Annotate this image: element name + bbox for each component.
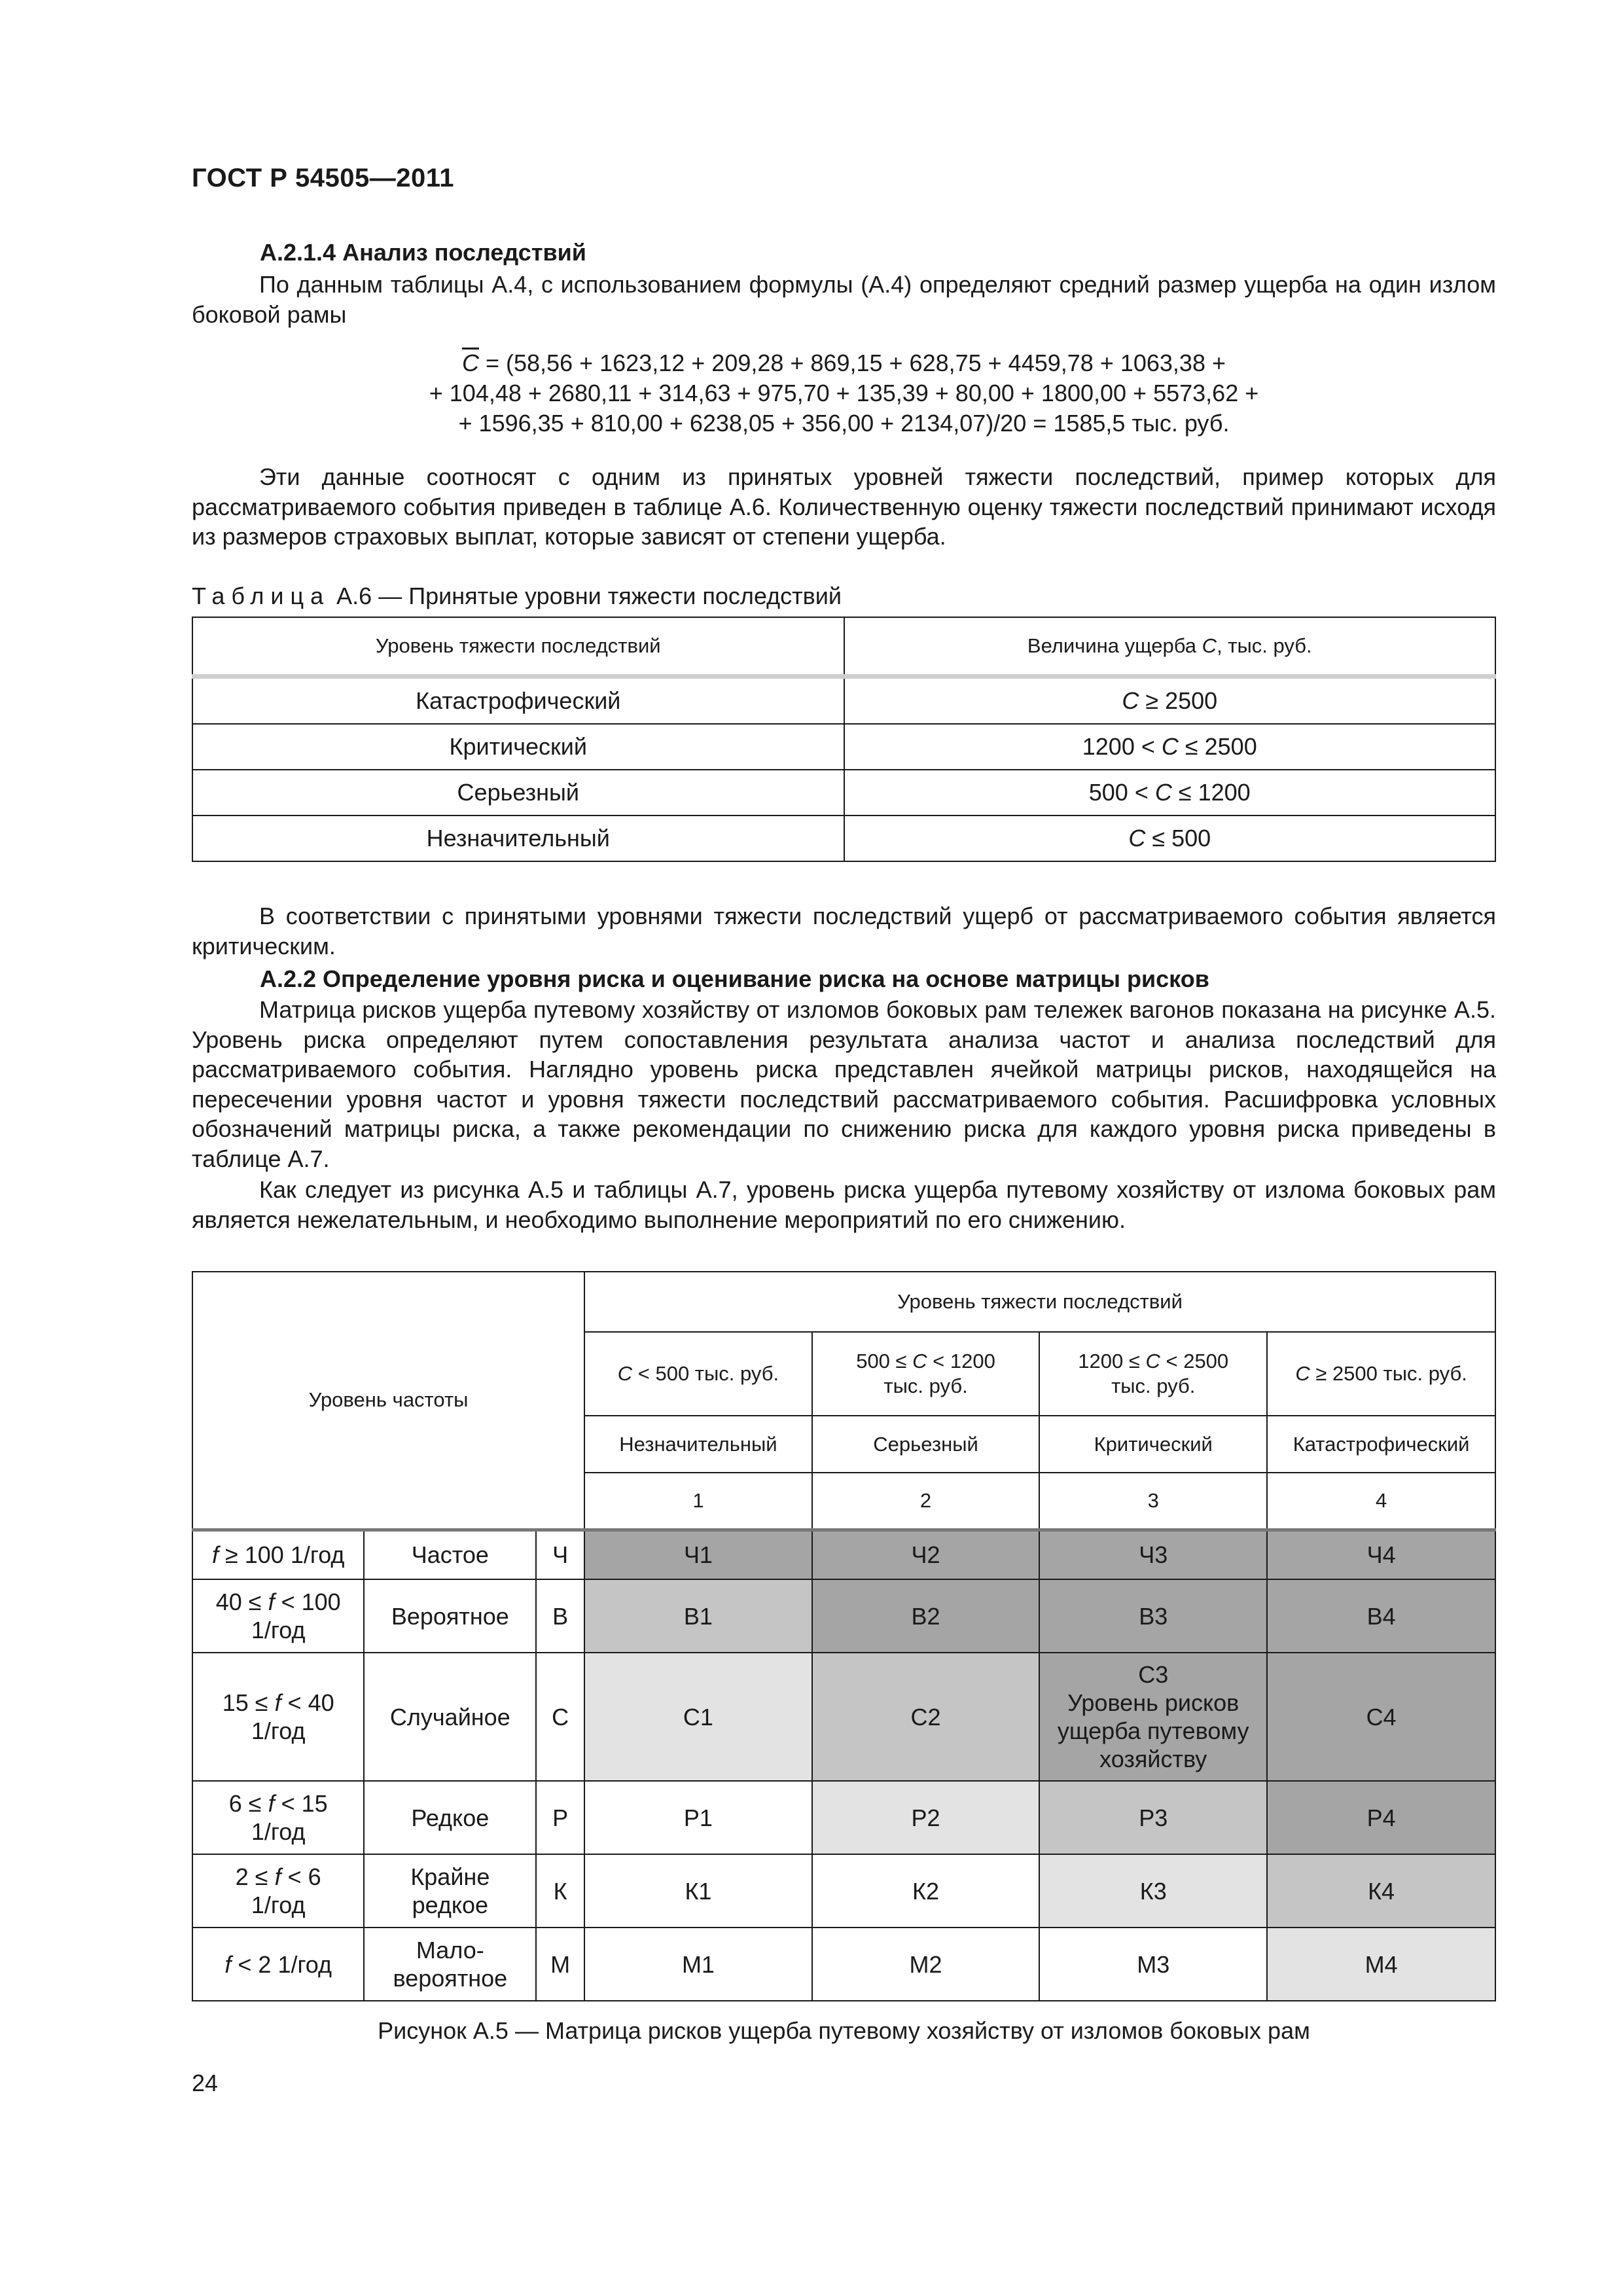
paragraph-severity-levels — [192, 462, 1496, 552]
severity-level-cell: Критический — [192, 724, 844, 770]
freq-prefix: 6 ≤ — [228, 1790, 268, 1817]
matrix-row — [192, 1653, 1495, 1781]
freq-name: Редкое — [411, 1804, 490, 1831]
range-suffix: ≤ 2500 — [1178, 733, 1257, 760]
severity-range-3 — [1039, 1332, 1267, 1416]
severity-level-1: Незначительный — [584, 1416, 812, 1473]
freq-suffix: ≥ 100 1/год — [219, 1541, 345, 1569]
range-symbol: C — [912, 1350, 927, 1372]
freq-symbol: f — [274, 1863, 281, 1890]
table-row — [192, 816, 1495, 861]
freq-unit: 1/год — [251, 1617, 306, 1643]
risk-code: В2 — [911, 1602, 940, 1630]
frequency-name-cell — [364, 1579, 536, 1653]
frequency-level-header: Уровень частоты — [192, 1272, 584, 1530]
range-suffix: ≤ 500 — [1145, 825, 1211, 852]
frequency-range-cell — [192, 1781, 364, 1854]
formula-c-symbol: $\overline{C}$ — [461, 350, 479, 376]
range-symbol: C — [617, 1362, 633, 1385]
risk-code: Ч3 — [1139, 1541, 1168, 1569]
frequency-code-cell: К — [536, 1854, 584, 1928]
paragraph-text: Эти данные соотносят с одним из принятых уровней тяжести последствий, пример которых для рассматриваемого события приведен в таблице А.6. Количественную оценку тяжести последствий принимают исходя из размеров страховых выплат, которые зависят от степени ущерба. — [192, 463, 1496, 550]
range-suffix: ≤ 1200 — [1171, 779, 1251, 806]
matrix-header-row-1 — [192, 1272, 1495, 1332]
freq-name: Частое — [411, 1541, 489, 1569]
range-unit: тыс. руб. — [1111, 1374, 1196, 1397]
severity-number-2: 2 — [812, 1473, 1039, 1530]
freq-suffix: < 15 — [274, 1790, 328, 1817]
damage-range-cell — [844, 677, 1496, 725]
range-symbol: C — [1122, 687, 1139, 714]
paragraph-matrix-result — [192, 1175, 1496, 1234]
table-a6-caption — [192, 583, 842, 610]
damage-range-cell — [844, 770, 1496, 816]
range-suffix: < 500 тыс. руб. — [632, 1362, 779, 1385]
freq-prefix: 2 ≤ — [235, 1863, 275, 1890]
paragraph-text: В соответствии с принятыми уровнями тяжести последствий ущерб от рассматриваемого события является критическим. — [192, 903, 1496, 960]
frequency-range-cell — [192, 1653, 364, 1781]
risk-cell — [812, 1854, 1039, 1928]
table-caption-title: А.6 — Принятые уровни тяжести последствий — [336, 583, 842, 609]
severity-number-1: 1 — [584, 1473, 812, 1530]
risk-cell — [1039, 1928, 1267, 2001]
severity-number-3: 3 — [1039, 1473, 1267, 1530]
freq-name: Вероятное — [391, 1602, 509, 1630]
risk-cell — [1267, 1781, 1495, 1854]
risk-code: Ч1 — [683, 1541, 713, 1569]
matrix-row — [192, 1781, 1495, 1854]
freq-name: Крайне редкое — [410, 1863, 490, 1918]
risk-code: М2 — [909, 1950, 942, 1978]
risk-code: Р1 — [683, 1804, 713, 1831]
risk-cell — [584, 1579, 812, 1653]
frequency-range-cell — [192, 1530, 364, 1579]
severity-level-cell: Катастрофический — [192, 677, 844, 725]
matrix-row — [192, 1928, 1495, 2001]
formula-line-3: + 1596,35 + 810,00 + 6238,05 + 356,00 + 2134,07)/20 = 1585,5 тыс. руб. — [458, 410, 1230, 437]
risk-code: С2 — [910, 1703, 941, 1731]
range-symbol: C — [1128, 825, 1146, 852]
frequency-name-cell — [364, 1530, 536, 1579]
risk-code: Ч2 — [911, 1541, 940, 1569]
formula-block — [192, 348, 1496, 439]
header-symbol: C — [1202, 634, 1217, 657]
section-heading-a22: А.2.2 Определение уровня риска и оценивание риска на основе матрицы рисков — [260, 965, 1209, 992]
range-prefix: 1200 < — [1082, 733, 1162, 760]
freq-unit: 1/год — [251, 1717, 306, 1744]
risk-cell — [812, 1579, 1039, 1653]
paragraph-analysis-intro — [192, 270, 1496, 329]
document-header: ГОСТ Р 54505—2011 — [192, 164, 454, 192]
paragraph-text: По данным таблицы А.4, с использованием формулы (А.4) определяют средний размер ущерба на один излом боковой рамы — [192, 271, 1496, 328]
severity-level-cell: Незначительный — [192, 816, 844, 861]
column-header-level: Уровень тяжести последствий — [192, 617, 844, 677]
table-caption-word: Таблица — [192, 583, 330, 609]
risk-code: Ч4 — [1366, 1541, 1396, 1569]
risk-code: Р3 — [1139, 1804, 1168, 1831]
risk-cell — [812, 1928, 1039, 2001]
formula-line-2: + 104,48 + 2680,11 + 314,63 + 975,70 + 135,39 + 80,00 + 1800,00 + 5573,62 + — [429, 380, 1259, 406]
severity-level-header: Уровень тяжести последствий — [584, 1272, 1495, 1332]
risk-code: К2 — [912, 1877, 940, 1905]
risk-code: М1 — [681, 1950, 715, 1978]
risk-code: М4 — [1364, 1950, 1398, 1978]
range-suffix: < 2500 — [1160, 1350, 1229, 1372]
section-heading-a214: А.2.1.4 Анализ последствий — [260, 239, 586, 266]
severity-range-2 — [812, 1332, 1039, 1416]
risk-cell — [1039, 1854, 1267, 1928]
damage-range-cell — [844, 724, 1496, 770]
frequency-name-cell — [364, 1781, 536, 1854]
risk-code: С1 — [683, 1703, 713, 1731]
paragraph-conclusion — [192, 901, 1496, 961]
range-symbol: C — [1145, 1350, 1160, 1372]
risk-cell — [1267, 1653, 1495, 1781]
freq-name: Случайное — [389, 1703, 510, 1731]
range-symbol: C — [1161, 733, 1179, 760]
paragraph-text: Матрица рисков ущерба путевому хозяйству от изломов боковых рам тележек вагонов показана на рисунке А.5. Уровень риска определяют путем сопоставления результата анализа частот и анализа последствий для рассматриваемого события. Наглядно уровень риска представлен ячейкой матрицы рисков, находящейся на пересечении уровня частот и уровня тяжести последствий рассматриваемого события. Расшифровка условных обозначений матрицы риска, а также рекомендации по снижению риска для каждого уровня риска приведены в таблице А.7. — [192, 996, 1496, 1172]
freq-suffix: < 6 — [281, 1863, 321, 1890]
matrix-row — [192, 1579, 1495, 1653]
table-row — [192, 677, 1495, 725]
table-row — [192, 770, 1495, 816]
range-prefix: 500 < — [1088, 779, 1155, 806]
risk-cell-note: Уровень рисков ущерба путевому хозяйству — [1057, 1689, 1249, 1772]
freq-symbol: f — [274, 1689, 281, 1716]
risk-cell — [1039, 1653, 1267, 1781]
severity-level-2: Серьезный — [812, 1416, 1039, 1473]
range-symbol: C — [1295, 1362, 1310, 1385]
risk-cell — [1267, 1854, 1495, 1928]
frequency-range-cell — [192, 1854, 364, 1928]
risk-code: С3 — [1138, 1661, 1169, 1688]
severity-number-4: 4 — [1267, 1473, 1495, 1530]
range-suffix: < 1200 — [927, 1350, 995, 1372]
paragraph-text: Как следует из рисунка А.5 и таблицы А.7, уровень риска ущерба путевому хозяйству от излома боковых рам является нежелательным, и необходимо выполнение мероприятий по его снижению. — [192, 1176, 1496, 1233]
formula-line-1-text: = (58,56 + 1623,12 + 209,28 + 869,15 + 628,75 + 4459,78 + 1063,38 + — [478, 350, 1226, 376]
range-prefix: 500 ≤ — [856, 1350, 913, 1372]
range-prefix: 1200 ≤ — [1078, 1350, 1146, 1372]
table-a6 — [192, 617, 1496, 862]
risk-code: Р2 — [911, 1804, 940, 1831]
damage-range-cell — [844, 816, 1496, 861]
freq-prefix: 15 ≤ — [222, 1689, 275, 1716]
risk-cell — [584, 1928, 812, 2001]
freq-name-part-1: Мало- — [416, 1937, 484, 1964]
frequency-code-cell: С — [536, 1653, 584, 1781]
range-unit: тыс. руб. — [883, 1374, 968, 1397]
header-text: Величина ущерба — [1027, 634, 1202, 657]
freq-unit: 1/год — [251, 1892, 306, 1918]
risk-code: К1 — [685, 1877, 712, 1905]
risk-cell — [584, 1653, 812, 1781]
frequency-code-cell: Р — [536, 1781, 584, 1854]
risk-code: В1 — [683, 1602, 713, 1630]
table-row — [192, 724, 1495, 770]
risk-code: С4 — [1366, 1703, 1397, 1731]
frequency-code-cell: Ч — [536, 1530, 584, 1579]
paragraph-matrix-description — [192, 995, 1496, 1174]
formula-line-1 — [192, 348, 1496, 378]
range-suffix: ≥ 2500 — [1139, 687, 1218, 714]
risk-cell — [1039, 1579, 1267, 1653]
freq-prefix: 40 ≤ — [215, 1588, 268, 1615]
risk-code: К3 — [1139, 1877, 1167, 1905]
severity-range-1 — [584, 1332, 812, 1416]
severity-level-3: Критический — [1039, 1416, 1267, 1473]
freq-suffix: < 2 1/год — [231, 1950, 332, 1978]
risk-code: Р4 — [1366, 1804, 1396, 1831]
severity-range-4 — [1267, 1332, 1495, 1416]
frequency-name-cell — [364, 1854, 536, 1928]
risk-cell — [1039, 1781, 1267, 1854]
freq-unit: 1/год — [251, 1818, 306, 1845]
risk-cell — [1039, 1530, 1267, 1579]
frequency-code-cell: М — [536, 1928, 584, 2001]
freq-suffix: < 40 — [281, 1689, 334, 1716]
figure-caption: Рисунок А.5 — Матрица рисков ущерба путевому хозяйству от изломов боковых рам — [378, 2017, 1310, 2044]
frequency-range-cell — [192, 1928, 364, 2001]
header-text-unit: , тыс. руб. — [1217, 634, 1312, 657]
range-symbol: C — [1154, 779, 1172, 806]
column-header-damage — [844, 617, 1496, 677]
risk-cell — [812, 1781, 1039, 1854]
risk-code: В3 — [1139, 1602, 1168, 1630]
risk-code: В4 — [1366, 1602, 1396, 1630]
risk-matrix — [192, 1271, 1496, 2001]
table-header-row — [192, 617, 1495, 677]
risk-cell — [1267, 1928, 1495, 2001]
freq-symbol: f — [268, 1790, 275, 1817]
risk-code: К4 — [1368, 1877, 1395, 1905]
risk-cell — [584, 1781, 812, 1854]
frequency-code-cell: В — [536, 1579, 584, 1653]
risk-cell — [812, 1530, 1039, 1579]
range-suffix: ≥ 2500 тыс. руб. — [1310, 1362, 1467, 1385]
frequency-name-cell — [364, 1928, 536, 2001]
matrix-row — [192, 1854, 1495, 1928]
freq-suffix: < 100 — [274, 1588, 341, 1615]
risk-cell — [584, 1854, 812, 1928]
risk-code: М3 — [1137, 1950, 1170, 1978]
freq-symbol: f — [211, 1541, 219, 1569]
page-number: 24 — [192, 2070, 219, 2096]
freq-symbol: f — [224, 1950, 232, 1978]
risk-cell — [584, 1530, 812, 1579]
freq-symbol: f — [268, 1588, 275, 1615]
freq-name-part-2: вероятное — [393, 1965, 508, 1992]
frequency-name-cell — [364, 1653, 536, 1781]
frequency-range-cell — [192, 1579, 364, 1653]
severity-level-4: Катастрофический — [1267, 1416, 1495, 1473]
risk-cell — [1267, 1530, 1495, 1579]
severity-level-cell: Серьезный — [192, 770, 844, 816]
risk-cell — [812, 1653, 1039, 1781]
risk-cell — [1267, 1579, 1495, 1653]
matrix-row — [192, 1530, 1495, 1579]
